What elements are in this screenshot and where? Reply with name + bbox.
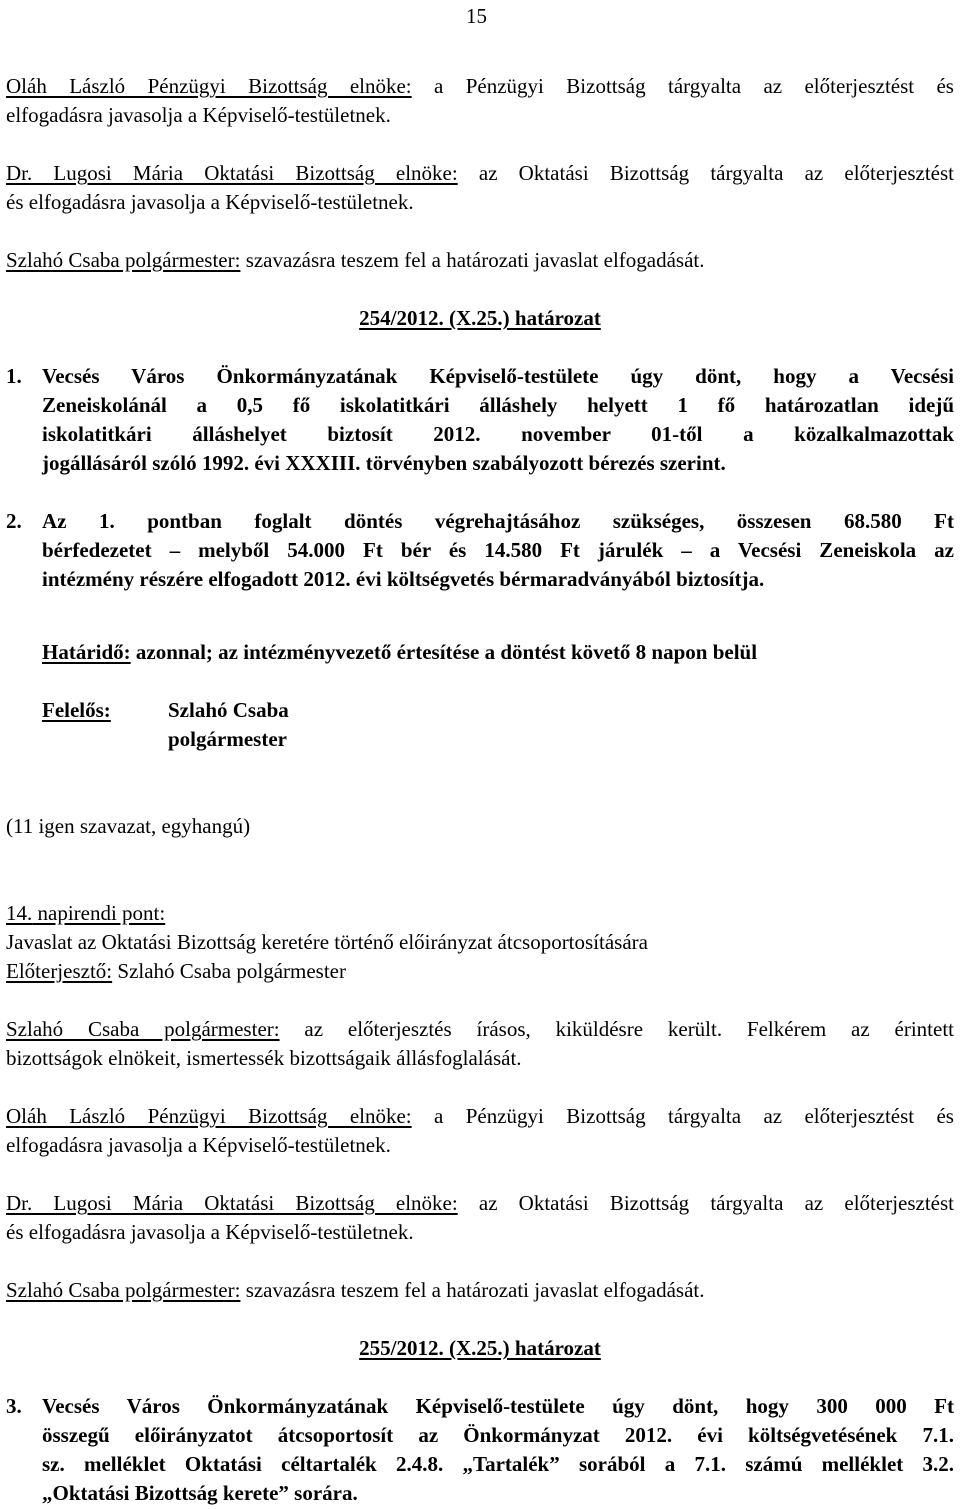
presenter-name: Szlahó Csaba polgármester — [112, 959, 346, 983]
resolution-line: jogállásáról szóló 1992. évi XXXIII. törvényben szabályozott bérezés szerint. — [42, 451, 726, 475]
speaker-name: Szlahó Csaba polgármester: — [6, 248, 241, 272]
speaker-name: Dr. Lugosi Mária Oktatási Bizottság elnöke: — [6, 161, 458, 185]
speaker-name: Oláh László Pénzügyi Bizottság elnöke: — [6, 1104, 412, 1128]
resolution-title: 255/2012. (X.25.) határozat — [359, 1336, 601, 1360]
paragraph-line: bizottságok elnökeit, ismertessék bizottságaik állásfoglalását. — [6, 1046, 522, 1070]
resolution-line: „Oktatási Bizottság kerete” sorára. — [42, 1481, 358, 1505]
responsible-label: Felelős: — [42, 698, 111, 722]
resolution-line: intézmény részére elfogadott 2012. évi költségvetés bérmaradványából biztosítja. — [42, 567, 765, 591]
paragraph-line — [6, 1015, 954, 1044]
presenter-line — [6, 957, 954, 986]
paragraph-text: a Pénzügyi Bizottság tárgyalta az előterjesztést és — [411, 74, 954, 98]
paragraph-line: elfogadásra javasolja a Képviselő-testületnek. — [6, 103, 391, 127]
paragraph-line — [6, 1276, 954, 1305]
paragraph-text: az Oktatási Bizottság tárgyalta az előterjesztést — [457, 161, 955, 185]
paragraph-text: az előterjesztés írásos, kiküldésre került. Felkérem az érintett — [279, 1017, 954, 1041]
deadline-label: Határidő: — [42, 640, 131, 664]
page-number: 15 — [466, 4, 487, 28]
agenda-heading — [6, 899, 954, 928]
paragraph-line: és elfogadásra javasolja a Képviselő-testületnek. — [6, 1220, 414, 1244]
paragraph-line — [6, 159, 954, 188]
resolution-line: bérfedezetet – melyből 54.000 Ft bér és 14.580 Ft járulék – a Vecsési Zeneiskola az — [42, 538, 954, 562]
speaker-name: Dr. Lugosi Mária Oktatási Bizottság elnöke: — [6, 1191, 458, 1215]
paragraph-line — [6, 246, 954, 275]
resolution-line: iskolatitkári álláshelyet biztosít 2012. november 01-től a közalkalmazottak — [42, 422, 954, 446]
resolution-line: Vecsés Város Önkormányzatának Képviselő-testülete úgy dönt, hogy a Vecsési — [42, 364, 954, 388]
item-number: 2. — [6, 509, 22, 533]
paragraph-line — [6, 1189, 954, 1218]
resolution-line: Vecsés Város Önkormányzatának Képviselő-testülete úgy dönt, hogy 300 000 Ft — [42, 1394, 954, 1418]
vote-result: (11 igen szavazat, egyhangú) — [6, 814, 251, 838]
item-number: 3. — [6, 1394, 22, 1418]
responsible-title: polgármester — [168, 727, 287, 751]
paragraph-line: és elfogadásra javasolja a Képviselő-testületnek. — [6, 190, 414, 214]
speaker-name: Szlahó Csaba polgármester: — [6, 1278, 241, 1302]
agenda-title: Javaslat az Oktatási Bizottság keretére történő előirányzat átcsoportosítására — [6, 930, 648, 954]
resolution-line: sz. melléklet Oktatási céltartalék 2.4.8. „Tartalék” sorából a 7.1. számú melléklet 3.2. — [42, 1452, 954, 1476]
paragraph-line — [6, 1102, 954, 1131]
speaker-name: Szlahó Csaba polgármester: — [6, 1017, 280, 1041]
paragraph-line — [6, 72, 954, 101]
deadline-line — [42, 638, 954, 667]
agenda-number: 14. — [6, 901, 33, 925]
deadline-text: azonnal; az intézményvezető értesítése a döntést követő 8 napon belül — [130, 640, 758, 664]
paragraph-text: szavazásra teszem fel a határozati javaslat elfogadását. — [240, 1278, 705, 1302]
paragraph-text: az Oktatási Bizottság tárgyalta az előterjesztést — [457, 1191, 955, 1215]
paragraph-line: elfogadásra javasolja a Képviselő-testületnek. — [6, 1133, 391, 1157]
resolution-title: 254/2012. (X.25.) határozat — [359, 306, 601, 330]
responsible-name: Szlahó Csaba — [168, 698, 289, 722]
resolution-line: összegű előirányzatot átcsoportosít az Önkormányzat 2012. évi költségvetésének 7.1. — [42, 1423, 954, 1447]
resolution-line: Az 1. pontban foglalt döntés végrehajtásához szükséges, összesen 68.580 Ft — [42, 509, 954, 533]
speaker-name: Oláh László Pénzügyi Bizottság elnöke: — [6, 74, 412, 98]
resolution-line: Zeneiskolánál a 0,5 fő iskolatitkári álláshely helyett 1 fő határozatlan idejű — [42, 393, 954, 417]
paragraph-text: szavazásra teszem fel a határozati javaslat elfogadását. — [240, 248, 705, 272]
paragraph-text: a Pénzügyi Bizottság tárgyalta az előterjesztést és — [411, 1104, 954, 1128]
presenter-label: Előterjesztő: — [6, 959, 113, 983]
item-number: 1. — [6, 364, 22, 388]
agenda-label: napirendi pont: — [32, 901, 166, 925]
